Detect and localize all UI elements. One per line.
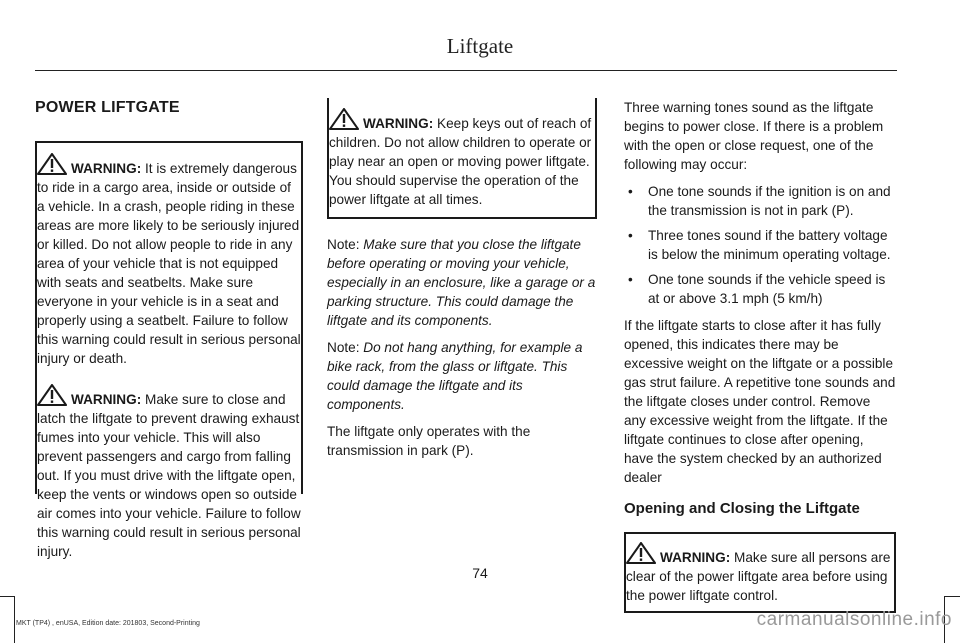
note-label: Note:: [327, 237, 360, 252]
page-number: 74: [472, 565, 488, 581]
column-3: [624, 98, 896, 613]
warning-triangle-icon: [626, 542, 656, 564]
bullet-glyph: •: [628, 228, 633, 243]
list-item: [624, 226, 896, 264]
bullet-list: [624, 182, 896, 308]
crop-mark: [14, 596, 15, 643]
note-text: Make sure that you close the liftgate before operating or moving your vehicle, especially in an enclosure, like a garage or a parking structure. This could damage the liftgate and its components.: [327, 237, 596, 328]
warning-text: Make sure all persons are clear of the power liftgate area before using the power liftgate control.: [626, 550, 891, 603]
warning-triangle-icon: [329, 108, 359, 130]
note-text: Do not hang anything, for example a bike rack, from the glass or liftgate. This could damage the liftgate and its components.: [327, 340, 583, 412]
list-item-text: Three tones sound if the battery voltage is below the minimum operating voltage.: [648, 228, 891, 262]
warning-triangle-icon: [37, 384, 67, 406]
warning-box-1: [35, 141, 303, 559]
warning-text: Make sure to close and latch the liftgate to prevent drawing exhaust fumes into your vehicle. This will also prevent passengers and cargo from falling out. If you must drive with the liftgate open, keep the vents or windows open so outside air comes into your vehicle. Failure to follow this warning could result in serious personal injury.: [37, 392, 301, 559]
warning-triangle-icon: [37, 153, 67, 175]
body-paragraph: The liftgate only operates with the transmission in park (P).: [327, 424, 531, 458]
warning-label: WARNING:: [71, 161, 142, 176]
crop-mark: [945, 596, 960, 597]
list-item: [624, 182, 896, 220]
column-1: [35, 98, 303, 559]
body-paragraph: Three warning tones sound as the liftgate begins to power close. If there is a problem with the open or close request, one of the following may occur:: [624, 100, 884, 172]
section-title: POWER LIFTGATE: [35, 99, 180, 116]
body-paragraph: If the liftgate starts to close after it has fully opened, this indicates there may be excessive weight on the liftgate or a possible gas strut failure. A repetitive tone sounds and the liftgate closes under control. Remove any excessive weight from the liftgate. If the liftgate continues to close after opening, have the system checked by an authorized dealer: [624, 318, 896, 485]
note-2: [327, 338, 597, 414]
list-item-text: One tone sounds if the ignition is on and the transmission is not in park (P).: [648, 184, 891, 218]
note-label: Note:: [327, 340, 360, 355]
page-header-title: Liftgate: [446, 34, 514, 58]
bullet-glyph: •: [628, 184, 633, 199]
warning-text: It is extremely dangerous to ride in a cargo area, inside or outside of a vehicle. In a crash, people riding in these areas are more likely to be seriously injured or killed. Do not allow people to ride in any area of your vehicle that is not equipped with seats and seatbelts. Make sure everyone in your vehicle is in a seat and properly using a seatbelt. Failure to follow this warning could result in serious personal injury or death.: [37, 161, 301, 366]
warning-label: WARNING:: [71, 392, 142, 407]
note-1: [327, 235, 597, 330]
bullet-glyph: •: [628, 272, 633, 287]
column-2: [327, 98, 597, 468]
subsection-title: Opening and Closing the Liftgate: [624, 500, 860, 517]
warning-text: Keep keys out of reach of children. Do not allow children to operate or play near an open or moving power liftgate. You should supervise the operation of the power liftgate at all times.: [329, 116, 592, 207]
header-divider: [35, 70, 897, 71]
list-item: [624, 270, 896, 308]
list-item-text: One tone sounds if the vehicle speed is at or above 3.1 mph (5 km/h): [648, 272, 886, 306]
warning-box-3: [327, 98, 597, 219]
crop-mark: [0, 596, 14, 597]
watermark-text: carmanualsonline.info: [756, 609, 952, 630]
warning-label: WARNING:: [660, 550, 731, 565]
warning-label: WARNING:: [363, 116, 434, 131]
edition-info: MKT (TP4) , enUSA, Edition date: 201803, Second-Printing: [16, 620, 200, 627]
